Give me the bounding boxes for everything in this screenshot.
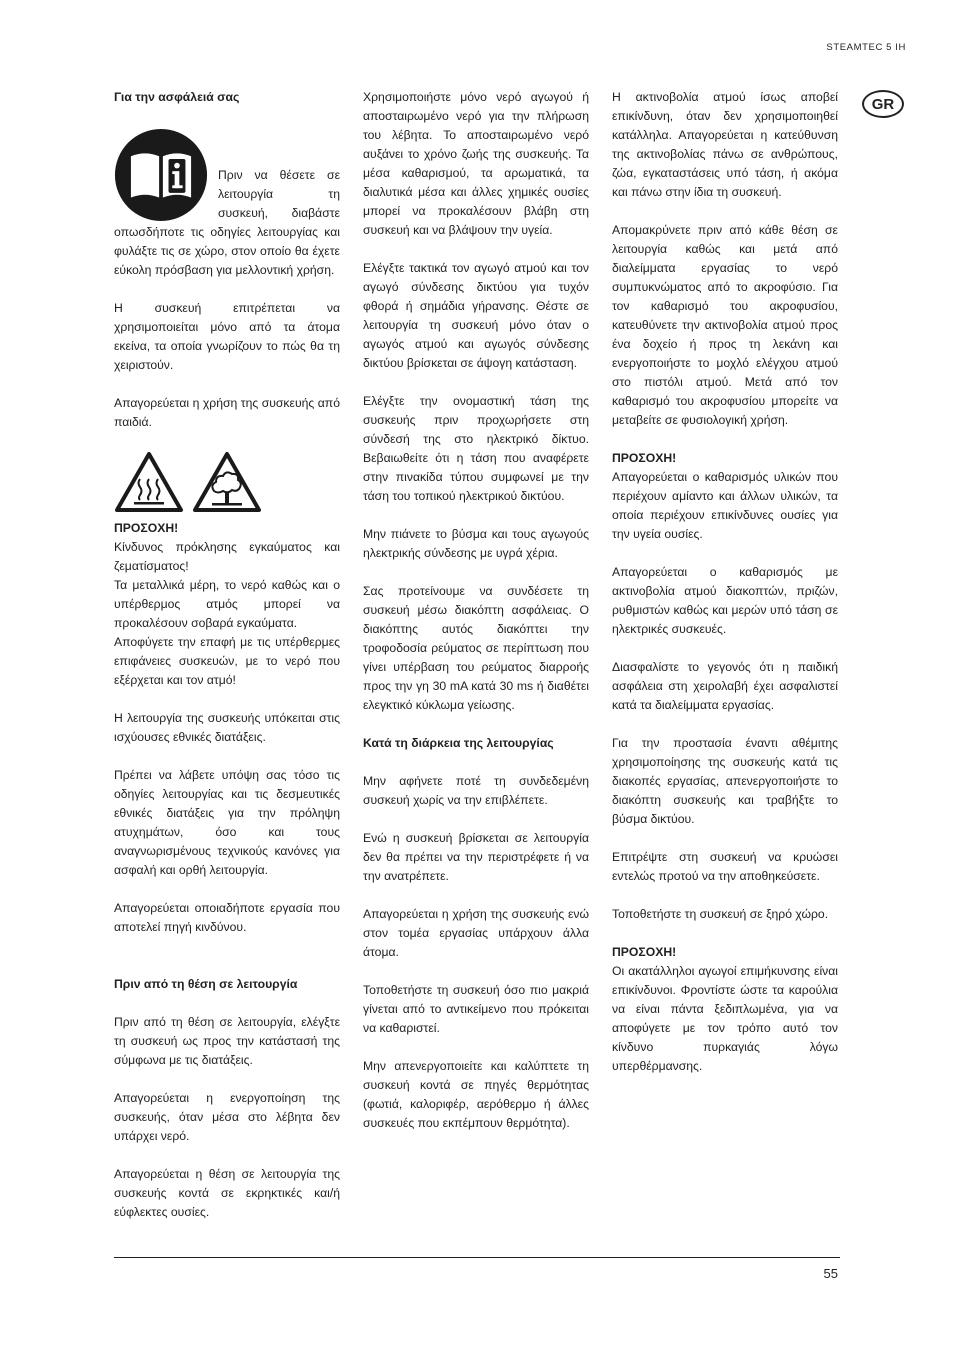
footer-divider bbox=[114, 1257, 840, 1258]
paragraph: Απαγορεύεται η χρήση της συσκευής από παιδιά. bbox=[114, 396, 340, 429]
paragraph: Απαγορεύεται η θέση σε λειτουργία της συσκευής κοντά σε εκρηκτικές και/ή εύφλεκτες ουσίες. bbox=[114, 1167, 340, 1219]
product-name: STEAMTEC 5 IH bbox=[826, 42, 906, 53]
paragraph: Η ακτινοβολία ατμού ίσως αποβεί επικίνδυνη, όταν δεν χρησιμοποιηθεί κατάλληλα. Απαγορεύεται η κατεύθυνση της ακτινοβολίας πάνω σε ανθρώπους, ζώα, εγκαταστάσεις υπό τάση, ή ακόμα και πάνω στην ίδια τη συσκευή. bbox=[612, 90, 838, 199]
section-heading-before-operation: Πριν από τη θέση σε λειτουργία bbox=[114, 977, 298, 991]
page-number: 55 bbox=[823, 1266, 838, 1281]
warning-icons bbox=[114, 451, 340, 513]
intro-text: Πριν να θέσετε σε λειτουργία τη συσκευή, διαβάστε οπωσδήποτε τις οδηγίες λειτουργίας και φυλάξτε τις σε χώρο, στον οποίο θα έχετε εύκολη πρόσβαση για μελλοντική χρήση. bbox=[114, 168, 340, 277]
paragraph: Τοποθετήστε τη συσκευή όσο πιο μακριά γίνεται από το αντικείμενο που πρόκειται να καθαριστεί. bbox=[363, 983, 589, 1035]
section-heading-during-operation: Κατά τη διάρκεια της λειτουργίας bbox=[363, 736, 554, 750]
warning-title: ΠΡΟΣΟΧΗ! bbox=[612, 451, 677, 465]
paragraph: Απαγορεύεται ο καθαρισμός με ακτινοβολία ατμού διακοπτών, πριζών, ρυθμιστών καθώς και μερών υπό τάση σε ηλεκτρικές συσκευές. bbox=[612, 565, 838, 636]
paragraph: Απαγορεύεται η χρήση της συσκευής ενώ στον τομέα εργασίας υπάρχουν άλλα άτομα. bbox=[363, 907, 589, 959]
paragraph: Ελέγξτε την ονομαστική τάση της συσκευής πριν προχωρήσετε στη σύνδεσή της στο ηλεκτρικό δίκτυο. Βεβαιωθείτε ότι η τάση που αναφέρετε στην πινακίδα τύπου συμφωνεί με την τάση του τοπικού ηλεκτρικού δικτύου. bbox=[363, 394, 589, 503]
paragraph: Πριν από τη θέση σε λειτουργία, ελέγξτε τη συσκευή ως προς την κατάστασή της σύμφωνα με τις διατάξεις. bbox=[114, 1015, 340, 1067]
warning-text: Οι ακατάλληλοι αγωγοί επιμήκυνσης είναι επικίνδυνοι. Φροντίστε ώστε τα καρούλια να είναι πάντα ξεδιπλωμένα, για να αποφύγετε με τον τρόπο αυτό τον κίνδυνο πυρκαγιάς λόγω υπερθέρμανσης. bbox=[612, 964, 838, 1073]
paragraph: Ελέγξτε τακτικά τον αγωγό ατμού και τον αγωγό σύνδεσης δικτύου για τυχόν φθορά ή σημάδια γήρανσης. Θέστε σε λειτουργία τη συσκευή μόνο όταν ο αγωγός ατμού και αγωγός σύνδεσης δικτύου βρίσκεται σε άψογη κατάσταση. bbox=[363, 261, 589, 370]
warning-title: ΠΡΟΣΟΧΗ! bbox=[612, 945, 677, 959]
hot-surface-warning-icon bbox=[114, 451, 184, 513]
read-manual-icon bbox=[114, 128, 208, 222]
paragraph: Μην αφήνετε ποτέ τη συνδεδεμένη συσκευή χωρίς να την επιβλέπετε. bbox=[363, 774, 589, 807]
paragraph: Πρέπει να λάβετε υπόψη σας τόσο τις οδηγίες λειτουργίας και τις δεσμευτικές εθνικές διατάξεις για την πρόληψη ατυχημάτων, όσο και τους αναγνωρισμένους τεχνικούς κανόνες για ασφαλή και ορθή λειτουργία. bbox=[114, 768, 340, 877]
intro-block bbox=[114, 126, 340, 299]
language-badge: GR bbox=[862, 90, 904, 118]
warning-text: Αποφύγετε την επαφή με τις υπέρθερμες επιφάνειες συσκευών, με το νερό που εξέρχεται και τον ατμό! bbox=[114, 635, 340, 687]
column-3 bbox=[612, 88, 838, 1095]
paragraph: Ενώ η συσκευή βρίσκεται σε λειτουργία δεν θα πρέπει να την περιστρέφετε ή να την ανατρέπετε. bbox=[363, 831, 589, 883]
paragraph: Η λειτουργία της συσκευής υπόκειται στις ισχύουσες εθνικές διατάξεις. bbox=[114, 711, 340, 744]
paragraph: Η συσκευή επιτρέπεται να χρησιμοποιείται μόνο από τα άτομα εκείνα, τα οποία γνωρίζουν το πώς θα τη χειριστούν. bbox=[114, 301, 340, 372]
section-heading-safety: Για την ασφάλειά σας bbox=[114, 90, 240, 104]
hot-steam-warning-icon bbox=[192, 451, 262, 513]
paragraph: Χρησιμοποιήστε μόνο νερό αγωγού ή αποσταιρωμένο νερό για την πλήρωση του λέβητα. Το αποσταιρωμένο νερό αυξάνει το χρόνο ζωής της συσκευής. Τα μέσα καθαρισμού, τα αρωματικά, τα διαλυτικά μέσα και άλλες χημικές ουσίες μπορεί να προκαλέσουν βλάβη στη συσκευή και να βλάψουν την υγεία. bbox=[363, 90, 589, 237]
column-1 bbox=[114, 88, 340, 1241]
paragraph: Απαγορεύεται οποιαδήποτε εργασία που αποτελεί πηγή κινδύνου. bbox=[114, 901, 340, 934]
warning-text: Κίνδυνος πρόκλησης εγκαύματος και ζεματίσματος! bbox=[114, 540, 340, 573]
warning-text: Απαγορεύεται ο καθαρισμός υλικών που περιέχουν αμίαντο και άλλων υλικών, τα οποία περιέχουν επικίνδυνες ουσίες για την υγεία ουσίες. bbox=[612, 470, 838, 541]
paragraph: Μην πιάνετε το βύσμα και τους αγωγούς ηλεκτρικής σύνδεσης με υγρά χέρια. bbox=[363, 527, 589, 560]
warning-text: Τα μεταλλικά μέρη, το νερό καθώς και ο υπέρθερμος ατμός μπορεί να προκαλέσουν σοβαρά εγκαύματα. bbox=[114, 578, 340, 630]
paragraph: Επιτρέψτε στη συσκευή να κρυώσει εντελώς προτού να την αποθηκεύσετε. bbox=[612, 850, 838, 883]
paragraph: Μην απενεργοποιείτε και καλύπτετε τη συσκευή κοντά σε πηγές θερμότητας (φωτιά, καλοριφέρ, αερόθερμο ή άλλες συσκευές που εκπέμπουν θερμότητα). bbox=[363, 1059, 589, 1130]
paragraph: Για την προστασία έναντι αθέμιτης χρησιμοποίησης της συσκευής κατά τις διακοπές εργασίας, απενεργοποιήστε το διακόπτη συσκευής και τραβήξτε το βύσμα δικτύου. bbox=[612, 736, 838, 826]
paragraph: Τοποθετήστε τη συσκευή σε ξηρό χώρο. bbox=[612, 907, 829, 921]
column-2 bbox=[363, 88, 589, 1152]
warning-title: ΠΡΟΣΟΧΗ! bbox=[114, 521, 179, 535]
paragraph: Σας προτείνουμε να συνδέσετε τη συσκευή μέσω διακόπτη ασφάλειας. Ο διακόπτης αυτός διακόπτει την τροφοδοσία ρεύματος σε περίπτωση που γίνει υπέρβαση του ρεύματος διαρροής προς την γη 30 mA κατά 30 ms ή διαθέτει ελεγκτικό κύκλωμα γείωσης. bbox=[363, 584, 589, 712]
paragraph: Απομακρύνετε πριν από κάθε θέση σε λειτουργία καθώς και μετά από διαλείμματα εργασίας το νερό συμπυκνώματος από το ακροφύσιο. Για τον καθαρισμό του ακροφυσίου, κατευθύνετε την ακτινοβολία ατμού προς ένα δοχείο ή προς τη λεκάνη και ενεργοποιήστε το μοχλό ελέγχου ατμού στο πιστόλι ατμού. Μετά από τον καθαρισμό του ακροφυσίου μπορείτε να μεταβείτε σε φυσιολογική χρήση. bbox=[612, 223, 838, 427]
paragraph: Απαγορεύεται η ενεργοποίηση της συσκευής, όταν μέσα στο λέβητα δεν υπάρχει νερό. bbox=[114, 1091, 340, 1143]
paragraph: Διασφαλίστε το γεγονός ότι η παιδική ασφάλεια στη χειρολαβή έχει ασφαλιστεί κατά τα διαλείμματα εργασίας. bbox=[612, 660, 838, 712]
